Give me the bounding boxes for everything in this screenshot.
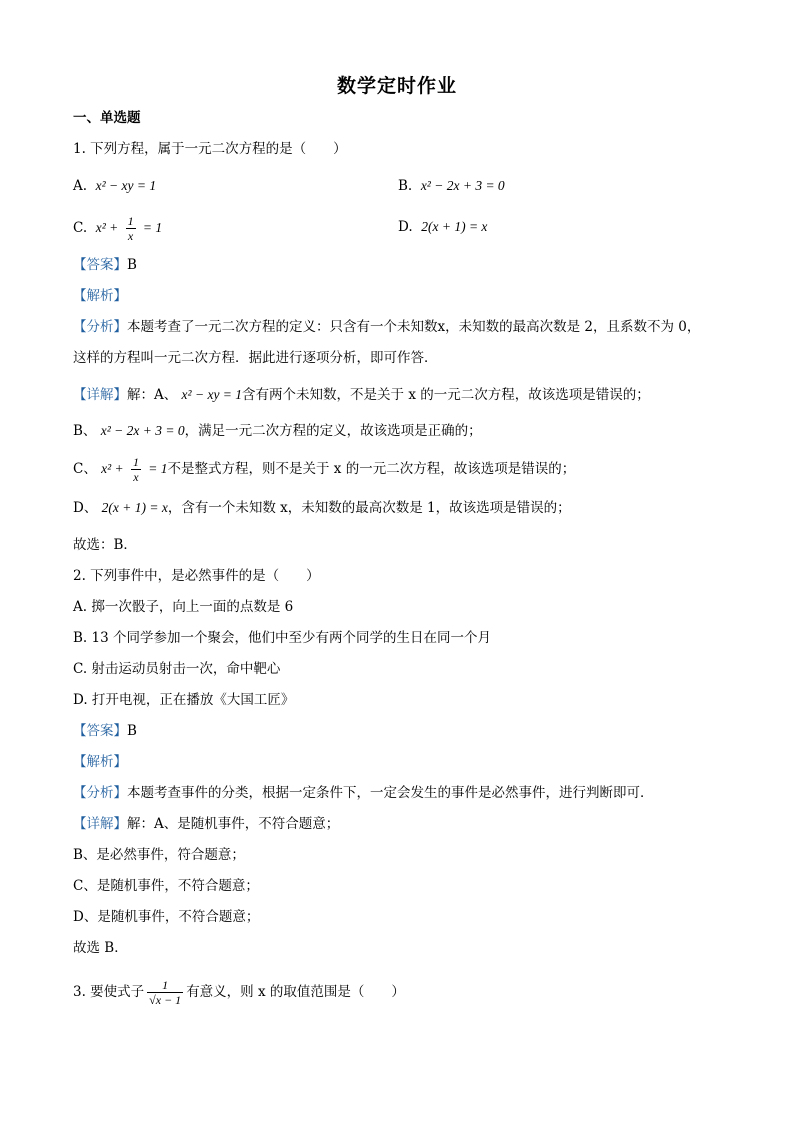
- section-heading: 一、单选题: [73, 110, 141, 126]
- option-math: = 1: [142, 220, 163, 235]
- detail-math: x² − xy = 1: [181, 387, 243, 402]
- detail-text: 解：A、是随机事件，不符合题意；: [127, 816, 340, 832]
- q2-fenxi: [73, 783, 654, 803]
- answer-value: B: [127, 723, 137, 739]
- answer-tag: 【答案】: [73, 257, 127, 273]
- answer-tag: 【答案】: [73, 723, 127, 739]
- fraction-numerator: 1: [127, 214, 134, 228]
- fenxi-tag: 【分析】: [73, 319, 127, 335]
- detail-text: ，含有一个未知数 x，未知数的最高次数是 1，故该选项是错误的；: [167, 500, 571, 516]
- q1-option-d: [398, 217, 487, 237]
- q2-stem: 2. 下列事件中，是必然事件的是（ ）: [73, 568, 320, 584]
- answer-value: B: [127, 257, 137, 273]
- q1-answer: [73, 255, 137, 275]
- fraction-numerator: 1: [162, 978, 169, 992]
- fraction-numerator: 1: [132, 455, 139, 469]
- fraction: [147, 978, 183, 1007]
- q2-detail-c: C、是随机事件，不符合题意；: [73, 878, 259, 894]
- q1-fenxi-line1: [73, 317, 700, 337]
- q2-option-d: D. 打开电视，正在播放《大国工匠》: [73, 692, 295, 708]
- detail-text: 不是整式方程，则不是关于 x 的一元二次方程，故该选项是错误的；: [167, 461, 576, 477]
- fenxi-text: 本题考查了一元二次方程的定义：只含有一个未知数x，未知数的最高次数是 2，且系数不为 0，: [127, 319, 701, 335]
- detail-text: 含有两个未知数，不是关于 x 的一元二次方程，故该选项是错误的；: [242, 387, 650, 403]
- detail-math: = 1: [148, 461, 168, 476]
- option-label: D.: [398, 219, 413, 235]
- fraction-denominator: x: [126, 228, 136, 243]
- q2-detail-d: D、是随机事件，不符合题意；: [73, 909, 260, 925]
- detail-math: x² − 2x + 3 = 0: [100, 423, 185, 438]
- q2-option-a: A. 掷一次骰子，向上一面的点数是 6: [73, 599, 294, 615]
- q1-fenxi-line2: 这样的方程叫一元二次方程．据此进行逐项分析，即可作答．: [73, 350, 438, 366]
- option-math: 2(x + 1) = x: [421, 219, 488, 234]
- q2-detail-a: [73, 814, 339, 834]
- q3-stem-prefix: 3. 要使式子: [73, 984, 145, 1000]
- option-math: x² − xy = 1: [95, 178, 157, 193]
- q1-option-c: [73, 214, 162, 243]
- q1-detail-c: [73, 455, 575, 484]
- q2-answer: [73, 721, 137, 741]
- q1-analysis-tag: 【解析】: [73, 288, 127, 304]
- detail-prefix: C、: [73, 461, 97, 477]
- detail-tag: 【详解】: [73, 387, 127, 403]
- q2-detail-b: B、是必然事件，符合题意；: [73, 847, 245, 863]
- detail-text: ，满足一元二次方程的定义，故该选项是正确的；: [184, 423, 482, 439]
- detail-math: 2(x + 1) = x: [101, 500, 168, 515]
- q2-option-c: C. 射击运动员射击一次，命中靶心: [73, 661, 281, 677]
- detail-tag: 【详解】: [73, 816, 127, 832]
- detail-prefix: D、: [73, 500, 98, 516]
- option-math: x² +: [95, 220, 119, 235]
- detail-prefix: B、: [73, 423, 97, 439]
- q2-option-b: B. 13 个同学参加一个聚会，他们中至少有两个同学的生日在同一个月: [73, 630, 491, 646]
- q3-stem: [73, 978, 405, 1007]
- fraction-denominator: x: [131, 469, 141, 484]
- detail-prefix: 解：A、: [127, 387, 178, 403]
- q1-detail-b: [73, 421, 482, 441]
- detail-math: x² +: [101, 461, 124, 476]
- q2-conclusion: 故选 B．: [73, 940, 128, 956]
- document-title: 数学定时作业: [336, 75, 457, 97]
- fraction: [131, 455, 141, 484]
- fenxi-tag: 【分析】: [73, 785, 127, 801]
- fenxi-text: 本题考查事件的分类，根据一定条件下，一定会发生的事件是必然事件，进行判断即可．: [127, 785, 654, 801]
- fraction-denominator: √x − 1: [149, 993, 182, 1007]
- option-math: x² − 2x + 3 = 0: [420, 178, 505, 193]
- q1-option-a: [73, 176, 156, 196]
- option-label: B.: [398, 178, 413, 194]
- option-label: A.: [73, 178, 88, 194]
- q1-conclusion: 故选：B．: [73, 537, 137, 553]
- option-label: C.: [73, 220, 88, 236]
- fraction: [126, 214, 136, 243]
- q2-analysis-tag: 【解析】: [73, 754, 127, 770]
- q1-detail-d: [73, 498, 571, 518]
- q3-stem-suffix: 有意义，则 x 的取值范围是（ ）: [186, 984, 405, 1000]
- q1-stem: 1. 下列方程，属于一元二次方程的是（ ）: [73, 141, 347, 157]
- q1-option-b: [398, 176, 505, 196]
- q1-detail-a: [73, 385, 650, 405]
